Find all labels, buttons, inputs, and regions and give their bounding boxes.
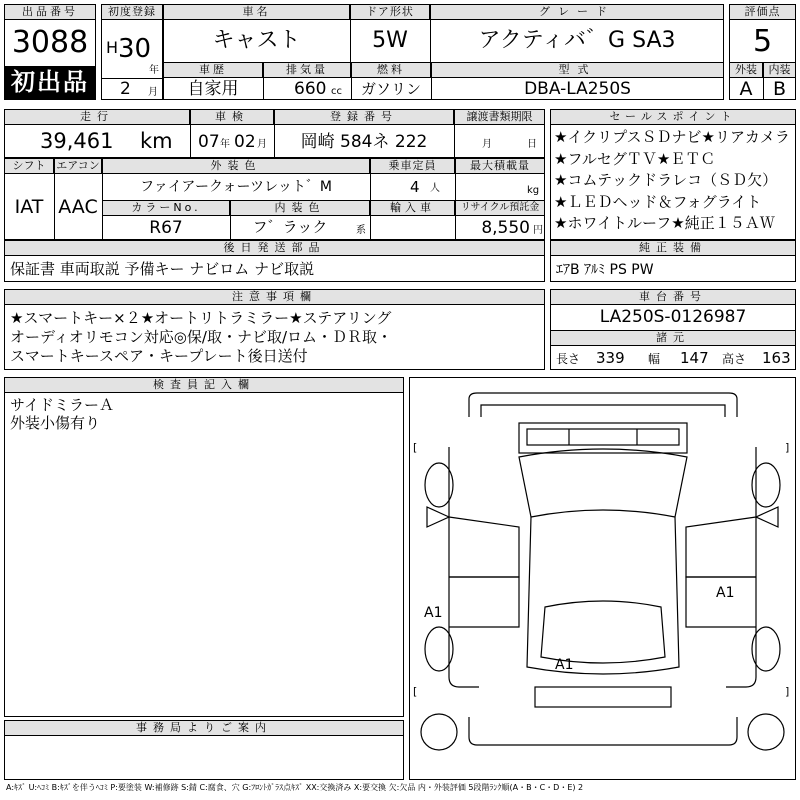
hood-outline [481,405,725,417]
recycle-label: リサイクル預託金 [455,200,545,216]
rear-bumper-outline [469,717,737,745]
interior-color-suffix: 系 [356,225,366,236]
grade-label: グレード [430,4,724,20]
rating-label: 評価点 [729,4,796,20]
door-front-left [449,517,519,577]
displacement-unit: cc [331,86,342,97]
registration-label: 初度登録 [101,4,163,20]
inspector-note-line: サイドミラーＡ [10,396,114,414]
door-rear-left [449,577,519,627]
mileage-value: 39,461 [40,129,114,153]
vehicle-name-label: 車名 [163,4,350,20]
registration-month: 2 [120,79,131,99]
equipment-value: ｴｱB ｱﾙﾐ PS PW [556,262,654,278]
office-label: 事務局よりご案内 [4,720,404,736]
interior-color-label: 内装色 [230,200,370,216]
lot-number: 3088 [11,25,89,60]
mirror-left [427,507,449,527]
interior-grade-label: 内装 [763,62,796,78]
front-panel [527,429,679,445]
capacity-value: 4 [410,178,420,196]
legend-footer: A:ｷｽﾞ U:ﾍｺﾐ B:ｷｽﾞを伴うﾍｺﾐ P:要塗装 W:補修跡 S:錆 C:腐食、穴 G:ﾌﾛﾝﾄｶﾞﾗｽ点ｷｽﾞ XX:交換済み X:要交換 欠:欠品 内・外装評価 5段階ﾗﾝｸ順(A・B・C・D・E) 2 [6,783,584,792]
equipment-label: 純正装備 [550,240,796,256]
exterior-color-label: 外装色 [102,158,370,174]
recycle-fee: 8,550 [481,218,530,238]
interior-color: フ゛ラック [252,218,328,236]
mileage-unit: km [140,129,173,153]
registration-year-unit: 年 [149,65,159,76]
mileage-label: 走行 [4,109,190,125]
interior-grade: B [772,78,787,100]
inspection-year: 07 [198,132,220,152]
windshield [519,449,687,517]
ac-value: AAC [58,196,98,218]
note-line: ★スマートキー×２★オートリトラミラー★ステアリング [10,309,392,327]
doors-label: ドア形状 [350,4,430,20]
import-label: 輸入車 [370,200,455,216]
shift-value: IAT [14,196,44,218]
sales-point-line: ★ホワイトルーフ★純正１５ＡＷ [554,214,775,232]
svg-text:]: ] [785,441,790,454]
damage-mark-right-door: A1 [716,585,735,601]
svg-text:]: ] [785,685,790,698]
car-damage-diagram [409,377,796,780]
chassis-number: LA250S-0126987 [599,307,747,327]
plate-number: 岡崎 584ネ 222 [300,132,428,152]
model: DBA-LA250S [524,79,631,99]
height-value: 163 [762,349,791,367]
note-line: オーディオリモコン対応◎保/取・ナビ取/ロム・ＤＲ取・ [10,328,392,346]
width-label: 幅 [648,352,661,366]
fuel: ガソリン [360,80,421,98]
vehicle-name: キャスト [212,28,301,53]
displacement-label: 排気量 [263,62,351,78]
sales-point-line: ★ＬＥＤヘッド＆フォグライト [554,192,762,211]
spare-wheel-right [748,714,784,750]
exterior-color: ファイアークォーツレット゛M [140,179,332,195]
vehicle-history: 自家用 [187,79,239,99]
plate-label: 登録番号 [274,109,454,125]
registration-month-unit: 月 [148,87,158,98]
lot-label: 出品番号 [4,4,96,20]
sales-point-line: ★コムテックドラレコ（ＳＤ欠） [554,171,778,189]
registration-year: 30 [118,34,152,64]
height-label: 高さ [722,352,747,366]
history-label: 車歴 [163,62,263,78]
sales-point-line: ★イクリプスＳＤナビ★リアカメラ [554,128,790,146]
doors: 5W [372,28,408,53]
note-line: スマートキースペア・キープレート後日送付 [10,347,308,365]
first-listing-badge: 初出品 [4,66,96,100]
sales-points-label: セールスポイント [550,109,796,125]
color-no: R67 [149,218,183,238]
length-value: 339 [596,349,625,367]
width-value: 147 [680,349,709,367]
svg-text:[: [ [413,685,418,698]
exterior-grade: A [739,78,753,100]
capacity-unit: 人 [430,183,440,194]
inspection-month: 02 [234,132,256,152]
notes-label: 注意事項欄 [4,289,545,305]
damage-mark-left-door: A1 [424,605,443,621]
fuel-label: 燃料 [351,62,431,78]
load-label: 最大積載量 [455,158,545,174]
inspection-year-unit: 年 [220,139,230,150]
ac-label: エアコン [54,158,102,174]
inspector-note-line: 外装小傷有り [10,414,101,432]
exterior-grade-label: 外装 [729,62,763,78]
color-no-label: カラーNo. [102,200,230,216]
later-items-label: 後日発送部品 [4,240,545,256]
rear-window [541,601,665,663]
inspection-month-unit: 月 [257,139,267,150]
rear-gate [535,687,671,707]
dimensions-label: 諸元 [550,330,796,346]
grade: アクティバ゛G SA3 [478,28,676,53]
shift-label: シフト [4,158,54,174]
sales-point-line: ★フルセグＴＶ★ＥＴＣ [554,149,716,168]
inspector-label: 検査員記入欄 [4,377,404,393]
inspection-label: 車検 [190,109,274,125]
transfer-month-unit: 月 [482,139,492,150]
rating-score: 5 [752,24,773,59]
transfer-day-unit: 日 [527,139,537,150]
cabin-outline [527,517,679,674]
load-unit: kg [527,185,540,196]
damage-mark-roof: A1 [555,657,574,673]
later-items: 保証書 車両取説 予備キー ナビロム ナビ取説 [10,260,315,278]
door-front-right [686,517,756,577]
svg-text:[: [ [413,441,418,454]
length-label: 長さ [556,352,581,366]
displacement: 660 [294,79,327,99]
transfer-label: 譲渡書類期限 [454,109,545,125]
capacity-label: 乗車定員 [370,158,455,174]
spare-wheel-left [421,714,457,750]
recycle-unit: 円 [533,225,543,236]
registration-era: H [106,38,119,57]
chassis-label: 車台番号 [550,289,796,305]
model-label: 型式 [431,62,724,78]
mirror-right [756,507,778,527]
